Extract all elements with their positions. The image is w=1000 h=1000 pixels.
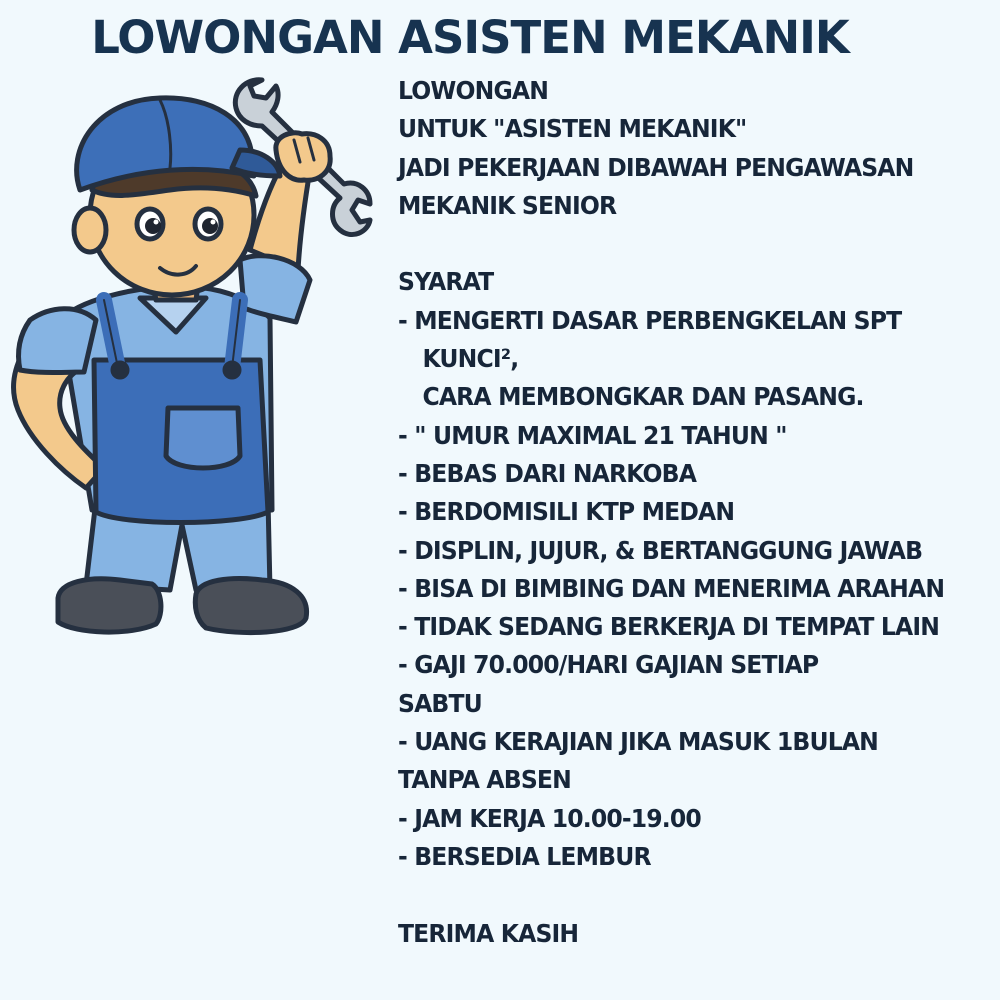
intro-line: LOWONGAN (398, 76, 549, 105)
intro-line: JADI PEKERJAAN DIBAWAH PENGAWASAN (398, 152, 914, 182)
requirement-line: - BERSEDIA LEMBUR (398, 841, 651, 871)
intro-line: MEKANIK SENIOR (398, 190, 617, 220)
requirement-line: - JAM KERJA 10.00-19.00 (398, 803, 701, 833)
requirement-line: CARA MEMBONGKAR DAN PASANG. (422, 382, 864, 412)
requirement-line: - UANG KERAJIAN JIKA MASUK 1BULAN (398, 727, 878, 757)
requirement-line: SABTU (398, 688, 482, 718)
requirement-line: - BISA DI BIMBING DAN MENERIMA ARAHAN (398, 573, 945, 603)
requirement-line: - TIDAK SEDANG BERKERJA DI TEMPAT LAIN (398, 612, 940, 642)
poster-body (398, 72, 962, 953)
mechanic-mascot-icon (0, 70, 400, 650)
spacer (398, 876, 962, 914)
requirement-line: - BERDOMISILI KTP MEDAN (398, 497, 735, 527)
requirement-line: - BEBAS DARI NARKOBA (398, 458, 697, 488)
syarat-heading: SYARAT (398, 267, 494, 297)
requirement-line: - MENGERTI DASAR PERBENGKELAN SPT (398, 305, 902, 335)
spacer (398, 225, 962, 263)
requirement-line: KUNCI², (422, 344, 519, 374)
closing-line: TERIMA KASIH (398, 918, 579, 948)
requirement-line: - " UMUR MAXIMAL 21 TAHUN " (398, 420, 787, 450)
intro-line: UNTUK "ASISTEN MEKANIK" (398, 114, 747, 144)
requirement-line: - DISPLIN, JUJUR, & BERTANGGUNG JAWAB (398, 535, 923, 565)
requirement-line: - GAJI 70.000/HARI GAJIAN SETIAP (398, 650, 819, 680)
requirement-line: TANPA ABSEN (398, 765, 571, 795)
poster-title: LOWONGAN ASISTEN MEKANIK (91, 11, 849, 64)
